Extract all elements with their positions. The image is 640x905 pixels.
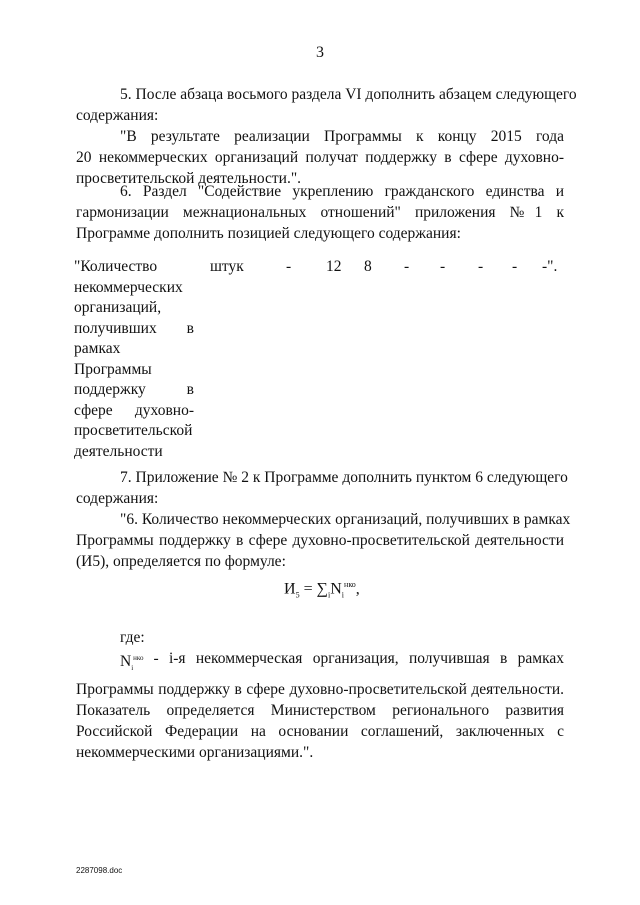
indicator-name-word: организаций, [74,299,162,316]
item-7-line-1: 7. Приложение № 2 к Программе дополнить пунктом 6 следующего [120,469,568,486]
formula-lhs: И [284,580,296,598]
formula-sum-symbol: ∑ [316,580,328,598]
formula-term-sub: i [341,590,345,600]
item-6-line-2: гармонизации межнациональных отношений" приложения №1 к [76,204,564,221]
where-line-5: некоммерческими организациями.". [76,744,314,762]
formula-lhs-sub: 5 [295,590,300,600]
item-6-line-1: 6. Раздел "Содействие укреплению гражданского единства и [120,183,564,200]
indicator-name-word: сфере [74,401,113,419]
indicator-name-word: деятельности [74,442,163,460]
indicator-value: -". [542,258,558,275]
item-5-line-2: содержания: [76,107,159,124]
item-7 [76,467,571,572]
page-number: 3 [316,44,324,61]
item-7-line-2: содержания: [76,490,159,507]
formula-sum-sub: i [328,590,331,600]
indicator-value: - [286,258,292,275]
indicator-name-line [74,442,194,463]
where-symbol-sup: нко [133,654,144,662]
where-symbol-letter: N [120,653,132,670]
where-clause [76,627,564,763]
indicator-name-line [74,360,194,381]
item-6 [76,181,564,244]
indicator-value: 12 [326,258,342,275]
indicator-name-word: получивших [74,319,157,337]
where-line-2: Программы поддержку в сфере духовно-просветительской деятельности. [76,681,564,699]
footer-filename: 2287098.doc [76,866,123,875]
where-line-4: Российской Федерации на основании соглашений, заключенных с [76,723,564,741]
formula [284,580,360,600]
item-5 [76,84,577,189]
where-symbol [120,648,143,679]
where-line-1: - i-я некоммерческая организация, получившая в рамках [153,650,564,667]
indicator-value: - [512,258,518,275]
indicator-name-word: "Количество [74,258,158,275]
formula-term-sup: нко [344,580,356,589]
indicator-unit: штук [210,258,244,275]
indicator-name-line [74,278,194,299]
item-7-quote-line-1: "6. Количество некоммерческих организаций, получивших в рамках [120,511,571,528]
where-symbol-sub: i [131,664,134,673]
indicator-name-line [74,401,194,422]
where-line-3: Показатель определяется Министерством регионального развития [76,702,564,720]
where-line-1-row [76,648,564,679]
item-7-quote-line-2: Программы поддержку в сфере духовно-просветительской деятельности [76,532,564,549]
item-7-quote-line-3 [76,551,564,572]
formula-tail: , [355,580,360,598]
indicator-value: - [404,258,410,275]
indicator-name-line [74,298,194,319]
indicator-name-word: в [186,381,194,398]
formula-equals: = [303,580,313,598]
indicator-name-line [74,380,194,401]
indicator-value: - [478,258,484,275]
formula-term: N [330,580,342,598]
indicator-value: 8 [364,258,372,275]
indicator-name-word: Программы [74,360,152,378]
item-7-quote-line-3-text: (И5), определяется по формуле: [76,553,286,570]
indicator-value: - [440,258,446,275]
item-5-quote-line-3: просветительской деятельности.". [76,170,302,187]
item-5-quote-line-2: 20 некоммерческих организаций получат поддержку в сфере духовно- [76,149,564,166]
item-6-line-3: Программе дополнить позицией следующего содержания: [76,225,461,242]
where-label: где: [120,629,145,646]
item-5-quote-line-1: "В результате реализации Программы к концу 2015 года [120,128,564,145]
indicator-name-word: просветительской [74,422,193,439]
indicator-name-line [74,319,194,340]
indicator-name-line [74,257,194,278]
indicator-name-word: в [186,319,194,337]
indicator-name-line [74,339,194,360]
indicator-name-word: духовно- [134,401,194,419]
indicator-name-line [74,421,194,442]
indicator-name-cell [74,257,194,462]
indicator-name-word: рамках [74,340,121,357]
indicator-name-word: некоммерческих [74,278,183,296]
item-5-line-1: 5. После абзаца восьмого раздела VI дополнить абзацем следующего [120,86,577,103]
indicator-name-word: поддержку [74,381,146,398]
